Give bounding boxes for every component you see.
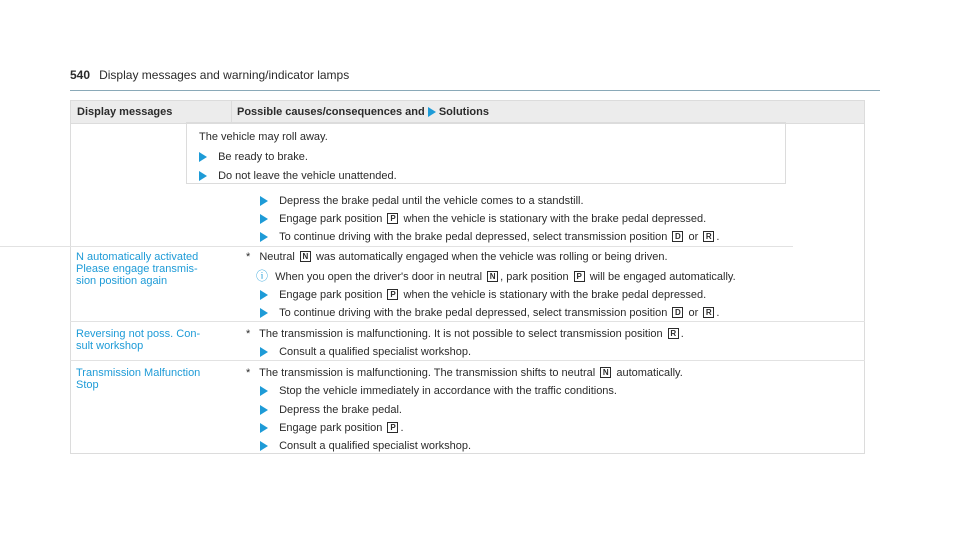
key-r-icon: R <box>703 307 714 318</box>
list-item: Depress the brake pedal. <box>260 404 402 416</box>
table-row-divider <box>0 246 793 247</box>
arrow-right-icon <box>260 232 268 242</box>
arrow-right-icon <box>260 423 268 433</box>
key-n-icon: N <box>300 251 311 262</box>
key-r-icon: R <box>668 328 679 339</box>
info-icon: ⓘ <box>256 269 269 283</box>
arrow-right-icon <box>260 347 268 357</box>
table-row-divider <box>70 360 865 361</box>
col-header-display-messages: Display messages <box>77 106 173 118</box>
arrow-right-icon <box>199 171 207 181</box>
arrow-right-icon <box>260 290 268 300</box>
cause-text: * The transmission is malfunctioning. It is not possible to select transmission position R . <box>246 328 684 340</box>
page-header <box>70 68 880 91</box>
note-text: ⓘ When you open the driver's door in neutral N , park position P will be engaged automatically. <box>256 269 736 283</box>
page-title: Display messages and warning/indicator lamps <box>99 68 350 82</box>
key-p-icon: P <box>574 271 585 282</box>
table-header <box>71 101 864 124</box>
warning-box <box>186 122 786 184</box>
key-p-icon: P <box>387 213 398 224</box>
list-item: Consult a qualified specialist workshop. <box>260 440 471 452</box>
cause-text: * The transmission is malfunctioning. The transmission shifts to neutral N automatically. <box>246 367 683 379</box>
key-n-icon: N <box>487 271 498 282</box>
col-header-causes: Possible causes/consequences and Solutions <box>237 106 489 118</box>
list-item: Engage park position P when the vehicle is stationary with the brake pedal depressed. <box>260 289 706 301</box>
key-n-icon: N <box>600 367 611 378</box>
message-n-automatically-activated: N automatically activated Please engage transmis- sion position again <box>76 251 199 287</box>
key-d-icon: D <box>672 307 683 318</box>
arrow-right-icon <box>428 107 436 117</box>
table-row-divider <box>70 321 865 322</box>
list-item: Consult a qualified specialist workshop. <box>260 346 471 358</box>
arrow-right-icon <box>260 441 268 451</box>
arrow-right-icon <box>260 405 268 415</box>
arrow-right-icon <box>260 196 268 206</box>
list-item: Stop the vehicle immediately in accordance with the traffic conditions. <box>260 385 617 397</box>
list-item: Do not leave the vehicle unattended. <box>199 170 397 182</box>
arrow-right-icon <box>260 308 268 318</box>
key-p-icon: P <box>387 422 398 433</box>
list-item: Be ready to brake. <box>199 151 308 163</box>
arrow-right-icon <box>199 152 207 162</box>
list-item: To continue driving with the brake pedal depressed, select transmission position D or R . <box>260 231 719 243</box>
warning-text: The vehicle may roll away. <box>199 131 328 143</box>
list-item: To continue driving with the brake pedal depressed, select transmission position D or R . <box>260 307 719 319</box>
cause-text: * Neutral N was automatically engaged when the vehicle was rolling or being driven. <box>246 251 668 263</box>
message-transmission-malfunction: Transmission Malfunction Stop <box>76 367 201 391</box>
list-item: Engage park position P when the vehicle is stationary with the brake pedal depressed. <box>260 213 706 225</box>
list-item: Engage park position P . <box>260 422 404 434</box>
key-d-icon: D <box>672 231 683 242</box>
arrow-right-icon <box>260 386 268 396</box>
key-r-icon: R <box>703 231 714 242</box>
arrow-right-icon <box>260 214 268 224</box>
header-divider <box>231 101 232 123</box>
list-item: Depress the brake pedal until the vehicle comes to a standstill. <box>260 195 584 207</box>
message-reversing-not-possible: Reversing not poss. Con- sult workshop <box>76 328 201 352</box>
key-p-icon: P <box>387 289 398 300</box>
page-number: 540 <box>70 68 91 82</box>
